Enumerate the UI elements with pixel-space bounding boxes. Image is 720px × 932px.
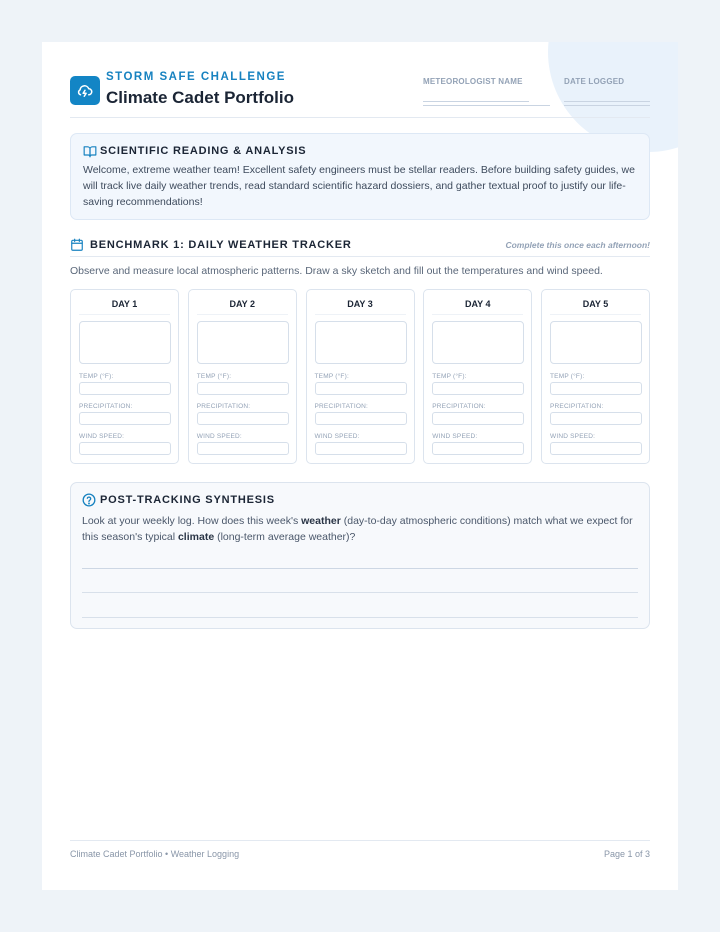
answer-line-2[interactable] <box>82 592 638 593</box>
tracker-note: Complete this once each afternoon! <box>505 240 650 250</box>
precipitation-field[interactable] <box>432 412 524 425</box>
wind-speed-field[interactable] <box>432 442 524 455</box>
precipitation-field[interactable] <box>550 412 642 425</box>
question-circle-icon <box>82 493 96 512</box>
wind-speed-label: WIND SPEED: <box>79 433 125 440</box>
day-card-5 <box>541 289 650 464</box>
term-climate: climate <box>177 531 215 543</box>
reading-body: Welcome, extreme weather team! Excellent safety engineers must be stellar readers. Before building safety guides, we will track live daily weather trends, read standard scientific hazard dossiers, and gather textual proof to justify our life-saving recommendations! <box>83 164 635 208</box>
wind-speed-field[interactable] <box>79 442 171 455</box>
calendar-icon <box>70 238 84 257</box>
temp-label: TEMP (°F): <box>196 373 232 380</box>
open-book-icon <box>83 145 97 163</box>
wind-speed-label: WIND SPEED: <box>314 433 360 440</box>
date-logged-line[interactable] <box>564 101 650 102</box>
tracker-title: BENCHMARK 1: DAILY WEATHER TRACKER <box>90 239 352 251</box>
precipitation-label: PRECIPITATION: <box>314 403 368 410</box>
day-divider <box>79 314 170 315</box>
meteorologist-name-line[interactable] <box>423 101 529 102</box>
answer-line-3[interactable] <box>82 617 638 618</box>
precipitation-field[interactable] <box>79 412 171 425</box>
temp-label: TEMP (°F): <box>79 373 114 380</box>
day-card-2 <box>188 289 297 464</box>
wind-speed-label: WIND SPEED: <box>196 433 242 440</box>
temp-field[interactable] <box>432 382 524 395</box>
footer-doc-title: Climate Cadet Portfolio • Weather Logging <box>70 849 240 859</box>
wind-speed-label: WIND SPEED: <box>432 433 478 440</box>
precipitation-label: PRECIPITATION: <box>79 403 133 410</box>
challenge-kicker: STORM SAFE CHALLENGE <box>106 71 286 83</box>
temp-field[interactable] <box>79 382 171 395</box>
day-divider <box>197 314 288 315</box>
wind-speed-field[interactable] <box>197 442 289 455</box>
day-title: DAY 5 <box>582 299 609 309</box>
temp-field[interactable] <box>315 382 407 395</box>
page-number: Page 1 of 3 <box>603 849 650 859</box>
day-card-1 <box>70 289 179 464</box>
sky-sketch-box[interactable] <box>432 321 524 364</box>
synthesis-title: POST-TRACKING SYNTHESIS <box>100 494 275 506</box>
day-title: DAY 1 <box>111 299 138 309</box>
day-divider <box>315 314 406 315</box>
tracker-divider <box>70 256 650 257</box>
day-card-4 <box>423 289 532 464</box>
day-card-3 <box>306 289 415 464</box>
synthesis-card <box>70 482 650 629</box>
footer-divider <box>70 840 650 841</box>
precipitation-label: PRECIPITATION: <box>196 403 251 410</box>
day-divider <box>550 314 641 315</box>
sky-sketch-box[interactable] <box>315 321 407 364</box>
date-logged-underline <box>564 105 650 106</box>
wind-speed-field[interactable] <box>315 442 407 455</box>
tracker-description: Observe and measure local atmospheric patterns. Draw a sky sketch and fill out the temperatures and wind speed. <box>70 265 603 277</box>
reading-title: SCIENTIFIC READING & ANALYSIS <box>100 145 307 157</box>
precipitation-label: PRECIPITATION: <box>550 403 604 410</box>
worksheet-page <box>42 42 678 890</box>
precipitation-label: PRECIPITATION: <box>432 403 486 410</box>
answer-line-1[interactable] <box>82 568 638 569</box>
day-title: DAY 4 <box>464 299 491 309</box>
reading-analysis-card <box>70 133 650 220</box>
temp-field[interactable] <box>550 382 642 395</box>
sky-sketch-box[interactable] <box>197 321 289 364</box>
temp-field[interactable] <box>197 382 289 395</box>
wind-speed-field[interactable] <box>550 442 642 455</box>
synthesis-question: Look at your weekly log. How does this week's weather (day-to-day atmospheric conditions) match what we expect for this season's typical climate (long-term average weather)? <box>82 515 633 543</box>
temp-label: TEMP (°F): <box>550 373 585 380</box>
temp-label: TEMP (°F): <box>314 373 349 380</box>
page-title: Climate Cadet Portfolio <box>106 88 294 107</box>
sky-sketch-box[interactable] <box>550 321 642 364</box>
sky-sketch-box[interactable] <box>79 321 171 364</box>
day-title: DAY 2 <box>229 299 256 309</box>
date-logged-label: DATE LOGGED <box>564 77 625 86</box>
meteorologist-name-label: METEOROLOGIST NAME <box>423 77 523 86</box>
temp-label: TEMP (°F): <box>432 373 467 380</box>
precipitation-field[interactable] <box>315 412 407 425</box>
wind-speed-label: WIND SPEED: <box>550 433 596 440</box>
precipitation-field[interactable] <box>197 412 289 425</box>
cloud-lightning-icon <box>70 76 100 105</box>
meteorologist-name-underline <box>423 105 550 106</box>
header-divider <box>70 117 650 118</box>
day-divider <box>432 314 523 315</box>
day-title: DAY 3 <box>347 299 373 309</box>
term-weather: weather <box>301 515 341 527</box>
day-cards <box>70 289 650 464</box>
